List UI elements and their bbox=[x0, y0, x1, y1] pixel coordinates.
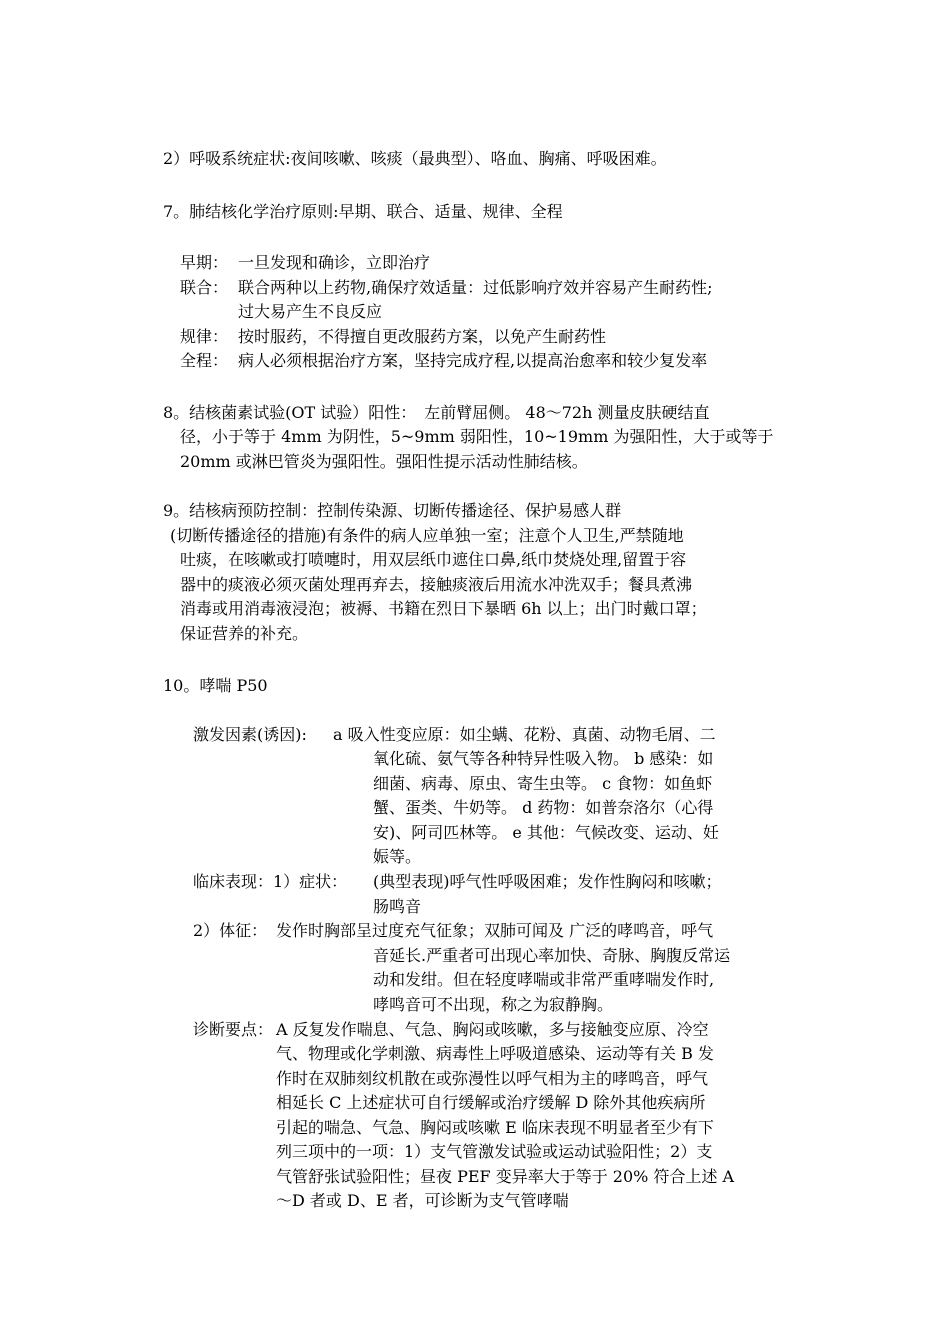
prevention-line-5: 消毒或用消毒液浸泡；被褥、书籍在烈日下暴晒 6h 以上；出门时戴口罩； bbox=[180, 599, 707, 618]
diagnosis-line-3: 作时在双肺刻纹机散在或弥漫性以呼气相为主的哮鸣音，呼气 bbox=[276, 1069, 709, 1088]
ot-test-line-3: 20mm 或淋巴管炎为强阳性。强阳性提示活动性肺结核。 bbox=[180, 452, 588, 471]
diagnosis-line-2: 气、物理或化学刺激、病毒性上呼吸道感染、运动等有关 B 发 bbox=[276, 1044, 714, 1063]
combine-text-1: 联合两种以上药物,确保疗效适量：过低影响疗效并容易产生耐药性; bbox=[238, 278, 713, 297]
diagnosis-label: 诊断要点： bbox=[193, 1020, 274, 1039]
clinical-line-1: (典型表现)呼气性呼吸困难；发作性胸闷和咳嗽； bbox=[373, 872, 722, 891]
clinical-label: 临床表现：1）症状： bbox=[193, 872, 348, 891]
prevention-line-4: 器中的痰液必须灭菌处理再弃去，接触痰液后用流水冲洗双手；餐具煮沸 bbox=[180, 575, 693, 594]
respiratory-symptoms-line: 2）呼吸系统症状:夜间咳嗽、咳痰（最典型）、咯血、胸痛、呼吸困难。 bbox=[163, 149, 667, 168]
clinical-line-2: 肠鸣音 bbox=[373, 897, 422, 916]
trigger-line-3: 细菌、病毒、原虫、寄生虫等。 c 食物：如鱼虾 bbox=[373, 774, 713, 793]
tb-chemo-principles-heading: 7。肺结核化学治疗原则:早期、联合、适量、规律、全程 bbox=[163, 202, 563, 221]
diagnosis-line-6: 列三项中的一项：1）支气管激发试验或运动试验阳性；2）支 bbox=[276, 1142, 713, 1161]
prevention-line-3: 吐痰，在咳嗽或打喷嚏时，用双层纸巾遮住口鼻,纸巾焚烧处理,留置于容 bbox=[180, 550, 687, 569]
trigger-label: 激发因素(诱因): bbox=[193, 725, 307, 744]
prevention-line-6: 保证营养的补充。 bbox=[180, 624, 309, 643]
full-course-label: 全程： bbox=[180, 351, 229, 370]
diagnosis-line-1: A 反复发作喘息、气急、胸闷或咳嗽，多与接触变应原、冷空 bbox=[276, 1020, 709, 1039]
early-text: 一旦发现和确诊，立即治疗 bbox=[238, 253, 431, 272]
trigger-line-6: 娠等。 bbox=[373, 847, 422, 866]
diagnosis-line-5: 引起的喘急、气急、胸闷或咳嗽 E 临床表现不明显者至少有下 bbox=[276, 1118, 714, 1137]
trigger-line-4: 蟹、蛋类、牛奶等。 d 药物：如普奈洛尔（心得 bbox=[373, 798, 714, 817]
combine-label: 联合： bbox=[180, 278, 229, 297]
early-label: 早期： bbox=[180, 253, 229, 272]
diagnosis-line-7: 气管舒张试验阳性；昼夜 PEF 变异率大于等于 20% 符合上述 A bbox=[276, 1167, 735, 1186]
full-course-text: 病人必须根据治疗方案，坚持完成疗程,以提高治愈率和较少复发率 bbox=[238, 351, 708, 370]
signs-label: 2）体征： bbox=[193, 921, 268, 940]
diagnosis-line-8: ～D 者或 D、E 者，可诊断为支气管哮喘 bbox=[276, 1191, 569, 1210]
signs-line-3: 动和发绀。但在轻度哮喘或非常严重哮喘发作时, bbox=[373, 970, 715, 989]
combine-text-2: 过大易产生不良反应 bbox=[238, 302, 383, 321]
signs-line-2: 音延长.严重者可出现心率加快、奇脉、胸腹反常运 bbox=[373, 946, 731, 965]
signs-line-4: 哮鸣音可不出现，称之为寂静胸。 bbox=[373, 995, 614, 1014]
trigger-line-5: 安)、阿司匹林等。 e 其他：气候改变、运动、妊 bbox=[373, 823, 719, 842]
signs-line-1: 发作时胸部呈过度充气征象；双肺可闻及 广泛的哮鸣音，呼气 bbox=[276, 921, 714, 940]
prevention-line-2: (切断传播途径的措施)有条件的病人应单独一室；注意个人卫生,严禁随地 bbox=[170, 526, 684, 545]
trigger-line-1: a 吸入性变应原：如尘螨、花粉、真菌、动物毛屑、二 bbox=[333, 725, 716, 744]
asthma-heading: 10。哮喘 P50 bbox=[163, 676, 268, 695]
trigger-line-2: 氧化硫、氨气等各种特异性吸入物。 b 感染：如 bbox=[373, 749, 714, 768]
regular-label: 规律： bbox=[180, 327, 229, 346]
prevention-line-1: 9。结核病预防控制：控制传染源、切断传播途径、保护易感人群 bbox=[163, 501, 622, 520]
diagnosis-line-4: 相延长 C 上述症状可自行缓解或治疗缓解 D 除外其他疾病所 bbox=[276, 1093, 706, 1112]
regular-text: 按时服药，不得擅自更改服药方案，以免产生耐药性 bbox=[238, 327, 607, 346]
ot-test-line-1: 8。结核菌素试验(OT 试验）阳性： 左前臂屈侧。 48～72h 测量皮肤硬结直 bbox=[163, 403, 710, 422]
ot-test-line-2: 径，小于等于 4mm 为阴性，5~9mm 弱阳性，10~19mm 为强阳性，大于或等于 bbox=[180, 427, 774, 446]
